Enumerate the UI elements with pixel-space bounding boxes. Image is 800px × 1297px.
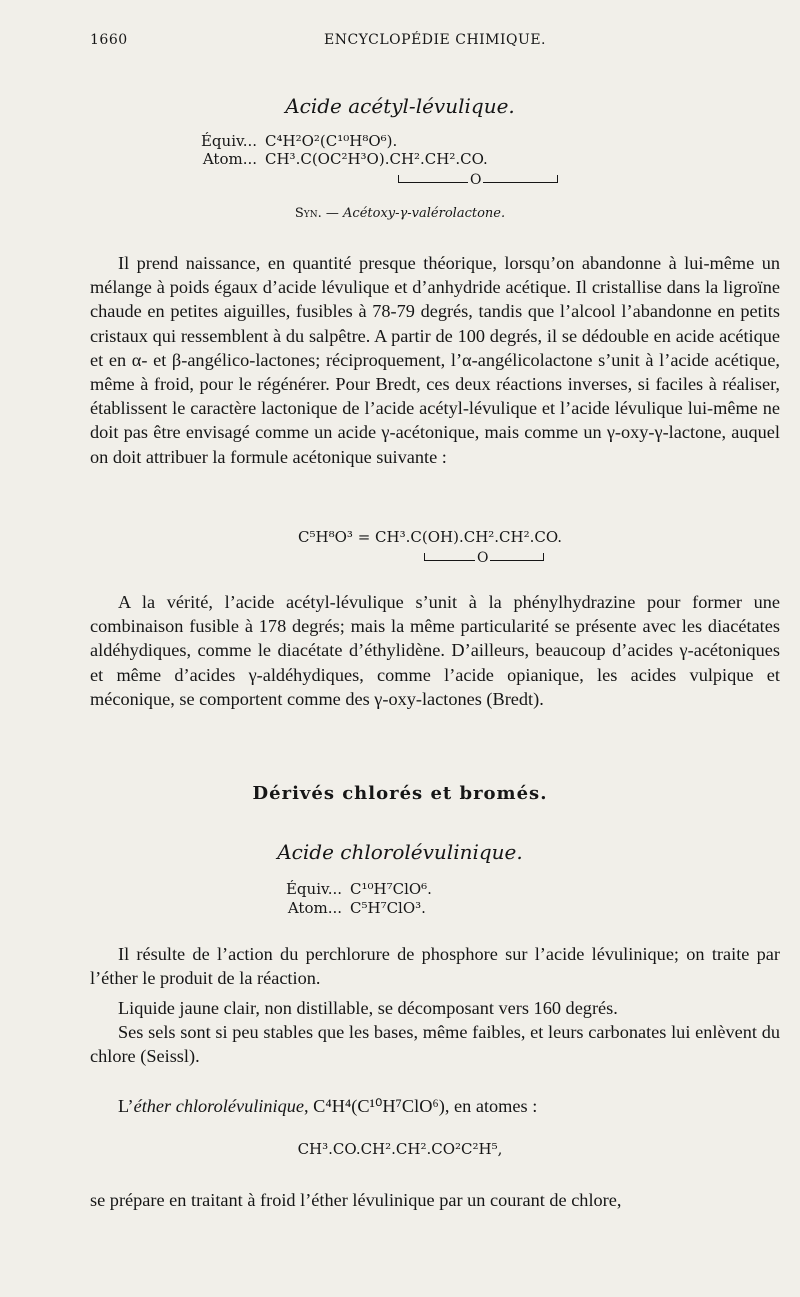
lactone-bracket-2-oxygen: O [477,550,489,566]
equiv-formula-2: C¹⁰H⁷ClO⁶. [350,880,432,898]
acid2-title: Acide chlorolévulinique. [277,840,523,864]
atom-label-2: Atom... [287,899,342,917]
atom-formula-2: C⁵H⁷ClO³. [350,899,426,917]
formula-3: CH³.CO.CH².CH².CO²C²H⁵, [297,1140,503,1158]
syn-label: Syn. [294,206,322,221]
equiv-label: Équiv... [200,132,257,150]
section-title: Dérivés chlorés et bromés. [252,783,548,804]
acid1-equiv-line [165,132,397,150]
equiv-label-2: Équiv... [285,880,342,898]
syn-name: Acétoxy-γ-valérolactone. [343,206,506,221]
paragraph-1: Il prend naissance, en quantité presque théorique, lorsqu’on abandonne à lui-même un mélange à poids égaux d’acide lévulique et d’anhydride acétique. Il cristallise dans la ligroïne chaude en petites aiguilles, fusibles à 78-79 degrés, tandis que l’alcool l’abandonne en petits cristaux qui ressemblent à du salpêtre. A partir de 100 degrés, il se dédouble en acide acétique et en α- et β-angélico-lactones; réciproquement, l’α-angélicolactone s’unit à l’acide acétique, même à froid, pour le régénérer. Pour Bredt, ces deux réactions inverses, si faciles à réaliser, établissent le caractère lactonique de l’acide acétyl-lévulique et l’acide lévulique lui-même ne doit pas être envisagé comme un acide γ-acétonique, mais comme un γ-oxy-γ-lactone, auquel on doit attribuer la formule acétonique suivante : [90,253,780,467]
paragraph-2: A la vérité, l’acide acétyl-lévulique s’unit à la phénylhydrazine pour former une combinaison fusible à 178 degrés; mais la même particularité se présente avec les diacétates aldéhydiques, comme le diacétate d’éthylidène. D’ailleurs, beaucoup d’acides γ-acétoniques et même d’acides γ-aldéhydiques, comme l’acide opianique, les acides vulpique et méconique, se comportent comme des γ-oxy-lactones (Bredt). [90,592,780,709]
page-number: 1660 [90,32,128,48]
formula-2-right: CH³.C(OH).CH².CH².CO. [375,528,563,546]
paragraph-7: se prépare en traitant à froid l’éther lévulinique par un courant de chlore, [90,1190,622,1210]
page-header [90,32,780,56]
paragraph-6 [90,1094,780,1118]
formula-2 [298,528,562,546]
para6-start: L’ [118,1096,134,1116]
formula-2-left: C⁵H⁸O³ [298,528,353,546]
para6-rest: , C⁴H⁴(C¹⁰H⁷ClO⁶), en atomes : [303,1096,538,1116]
equiv-formula: C⁴H²O²(C¹⁰H⁸O⁶). [265,132,398,150]
atom-formula: CH³.C(OC²H³O).CH².CH².CO. [265,150,488,168]
formula-2-equals: = [357,528,371,546]
paragraph-3: Il résulte de l’action du perchlorure de phosphore sur l’acide lévulinique; on traite par l’éther le produit de la réaction. [90,944,780,989]
ether-name: éther chlorolévulinique [133,1096,304,1116]
acid1-atom-line [165,150,488,168]
syn-dash: — [325,206,339,221]
acid2-equiv-line [250,880,432,898]
atom-label: Atom... [202,150,257,168]
lactone-bracket-oxygen: O [470,172,482,188]
paragraph-5: Ses sels sont si peu stables que les bases, même faibles, et leurs carbonates lui enlèvent du chlore (Seissl). [90,1022,780,1067]
running-title: ENCYCLOPÉDIE CHIMIQUE. [324,32,546,48]
acid1-title: Acide acétyl-lévulique. [285,94,515,118]
synonym-line [0,206,800,221]
paragraph-4: Liquide jaune clair, non distillable, se décomposant vers 160 degrés. [118,998,618,1018]
acid2-atom-line [250,899,426,917]
